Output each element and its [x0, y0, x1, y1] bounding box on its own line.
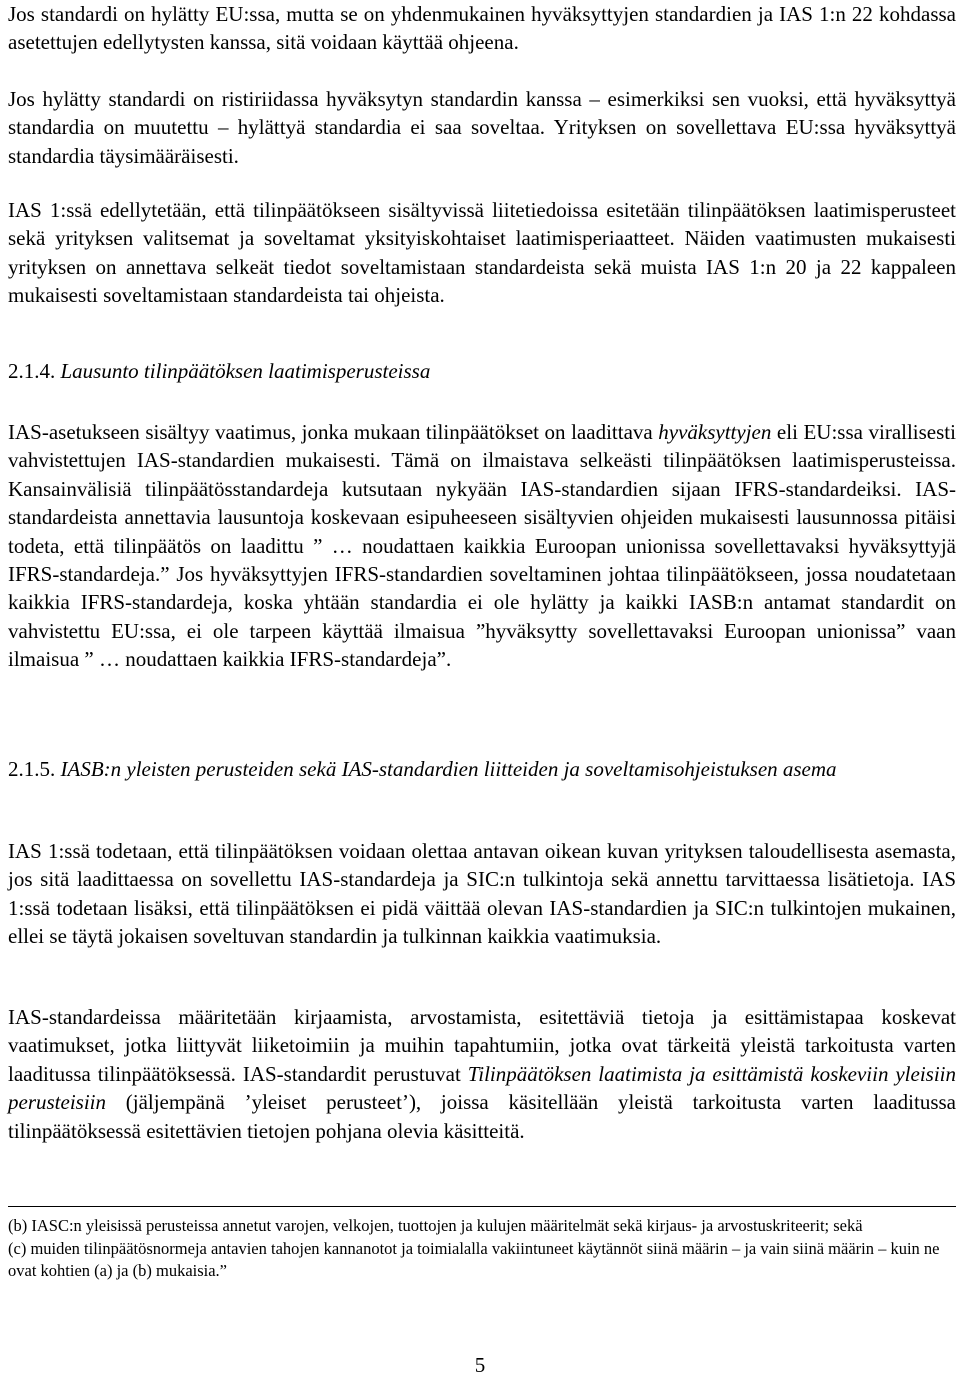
section-heading-2-1-4 — [8, 357, 956, 385]
paragraph-text: IAS 1:ssä edellytetään, että tilinpäätökseen sisältyvissä liitetiedoissa esitetään tilinpäätöksen laatimisperusteet sekä yrityksen valitsemat ja soveltamat yksityiskohtaiset laatimisperiaatteet. Näiden vaatimusten mukaisesti yrityksen on annettava selkeät tiedot soveltamistaan standardeista sekä muista IAS 1:n 20 ja 22 kappaleen mukaisesti soveltamistaan standardeista tai ohjeista. — [8, 198, 956, 308]
paragraph-text — [8, 1003, 956, 1145]
footnote-b: (b) IASC:n yleisissä perusteissa annetut varojen, velkojen, tuottojen ja kulujen määritelmät sekä kirjaus- ja arvostuskriteerit; sekä — [8, 1216, 863, 1235]
paragraph-ias1-disclosure — [8, 196, 956, 310]
page-number: 5 — [474, 1353, 486, 1377]
heading-title: IASB:n yleisten perusteiden sekä IAS-standardien liitteiden ja soveltamisohjeistuksen asema — [60, 757, 837, 781]
paragraph-text — [8, 418, 956, 674]
paragraph-text: Jos standardi on hylätty EU:ssa, mutta se on yhdenmukainen hyväksyttyjen standardien ja IAS 1:n 22 kohdassa asetettujen edellytysten kanssa, sitä voidaan käyttää ohjeena. — [8, 2, 956, 55]
footnote-divider — [8, 1206, 956, 1207]
text-run: IAS-standardeissa määritetään kirjaamista, arvostamista, esitettäviä tietoja ja esittämistapaa koskevat vaatimukset, jotka liittyvät liiketoimiin ja muihin tapahtumiin, jotka ovat tärkeitä yleistä tarkoitusta varten laaditussa tilinpäätöksessä. IAS-standardit perustuvat — [8, 1005, 956, 1086]
heading-number: 2.1.5. — [8, 757, 56, 781]
footnotes — [8, 1215, 956, 1283]
emphasis-text: hyväksyttyjen — [658, 420, 772, 444]
emphasis-text: Tilinpäätöksen laatimista ja esittämistä koskeviin yleisiin perusteisiin — [8, 1061, 957, 1115]
paragraph-conflicting-standard — [8, 85, 956, 170]
paragraph-text: Jos hylätty standardi on ristiriidassa hyväksytyn standardin kanssa – esimerkiksi sen vuoksi, että hyväksyttyä standardia on muutettu – hylättyä standardia ei saa soveltaa. Yrityksen on sovellettava EU:ssa hyväksyttyä standardia täysimääräisesti. — [8, 87, 956, 168]
section-heading-2-1-5 — [8, 755, 956, 783]
paragraph-rejected-standard — [8, 0, 956, 57]
paragraph-ias-framework — [8, 1003, 956, 1145]
paragraph-text: IAS 1:ssä todetaan, että tilinpäätöksen voidaan olettaa antavan oikean kuvan yrityksen taloudellisesta asemasta, jos sitä laadittaessa on sovellettu IAS-standardeja ja SIC:n tulkintoja sekä annettu tarvittaessa lisätietoja. IAS 1:ssä todetaan lisäksi, että tilinpäätöksen ei pidä väittää olevan IAS-standardien ja SIC:n tulkintojen mukainen, ellei se täytä jokaisen soveltuvan standardin ja tulkinnan kaikkia vaatimuksia. — [8, 839, 956, 949]
text-run: (jäljempänä ’yleiset perusteet’), joissa käsitellään yleistä tarkoitusta varten laaditussa tilinpäätöksessä esitettävien tietojen pohjana olevia käsitteitä. — [8, 1090, 956, 1143]
footnote-c: (c) muiden tilinpäätösnormeja antavien tahojen kannanotot ja toimialalla vakiintuneet käytännöt siinä määrin – ja vain siinä määrin – kuin ne ovat kohtien (a) ja (b) mukaisia.” — [8, 1238, 940, 1280]
paragraph-ias-regulation — [8, 418, 956, 674]
text-run: eli EU:ssa virallisesti vahvistettujen IAS-standardien mukaisesti. Tämä on ilmaistava selkeästi tilinpäätöksen laatimisperusteissa. Kansainvälisiä tilinpäätösstandardeja kutsutaan nykyään IAS-standardien sijaan IFRS-standardeiksi. IAS-standardeista annettavia lausuntoja koskevaan esipuheeseen sisältyvien ohjeiden mukaisesti lausunnossa pitäisi todeta, että tilinpäätös on laadittu ” … noudattaen kaikkia Euroopan unionissa sovellettavaksi hyväksyttyjä IFRS-standardeja.” Jos hyväksyttyjen IFRS-standardien soveltaminen johtaa tilinpäätökseen, jossa noudatetaan kaikkia IFRS-standardeja, koska yhtään standardia ei ole hylätty ja kaikki IASB:n antamat standardit on vahvistettu EU:ssa, ei ole tarpeen käyttää ilmaisua ”hyväksytty sovellettavaksi Euroopan unionissa” vaan ilmaisua ” … noudattaen kaikkia IFRS-standardeja”. — [8, 420, 956, 672]
heading-number: 2.1.4. — [8, 359, 56, 383]
heading-title: Lausunto tilinpäätöksen laatimisperusteissa — [60, 359, 431, 383]
text-run: IAS-asetukseen sisältyy vaatimus, jonka mukaan tilinpäätökset on laadittava — [8, 420, 659, 444]
paragraph-true-and-fair-view — [8, 837, 956, 951]
